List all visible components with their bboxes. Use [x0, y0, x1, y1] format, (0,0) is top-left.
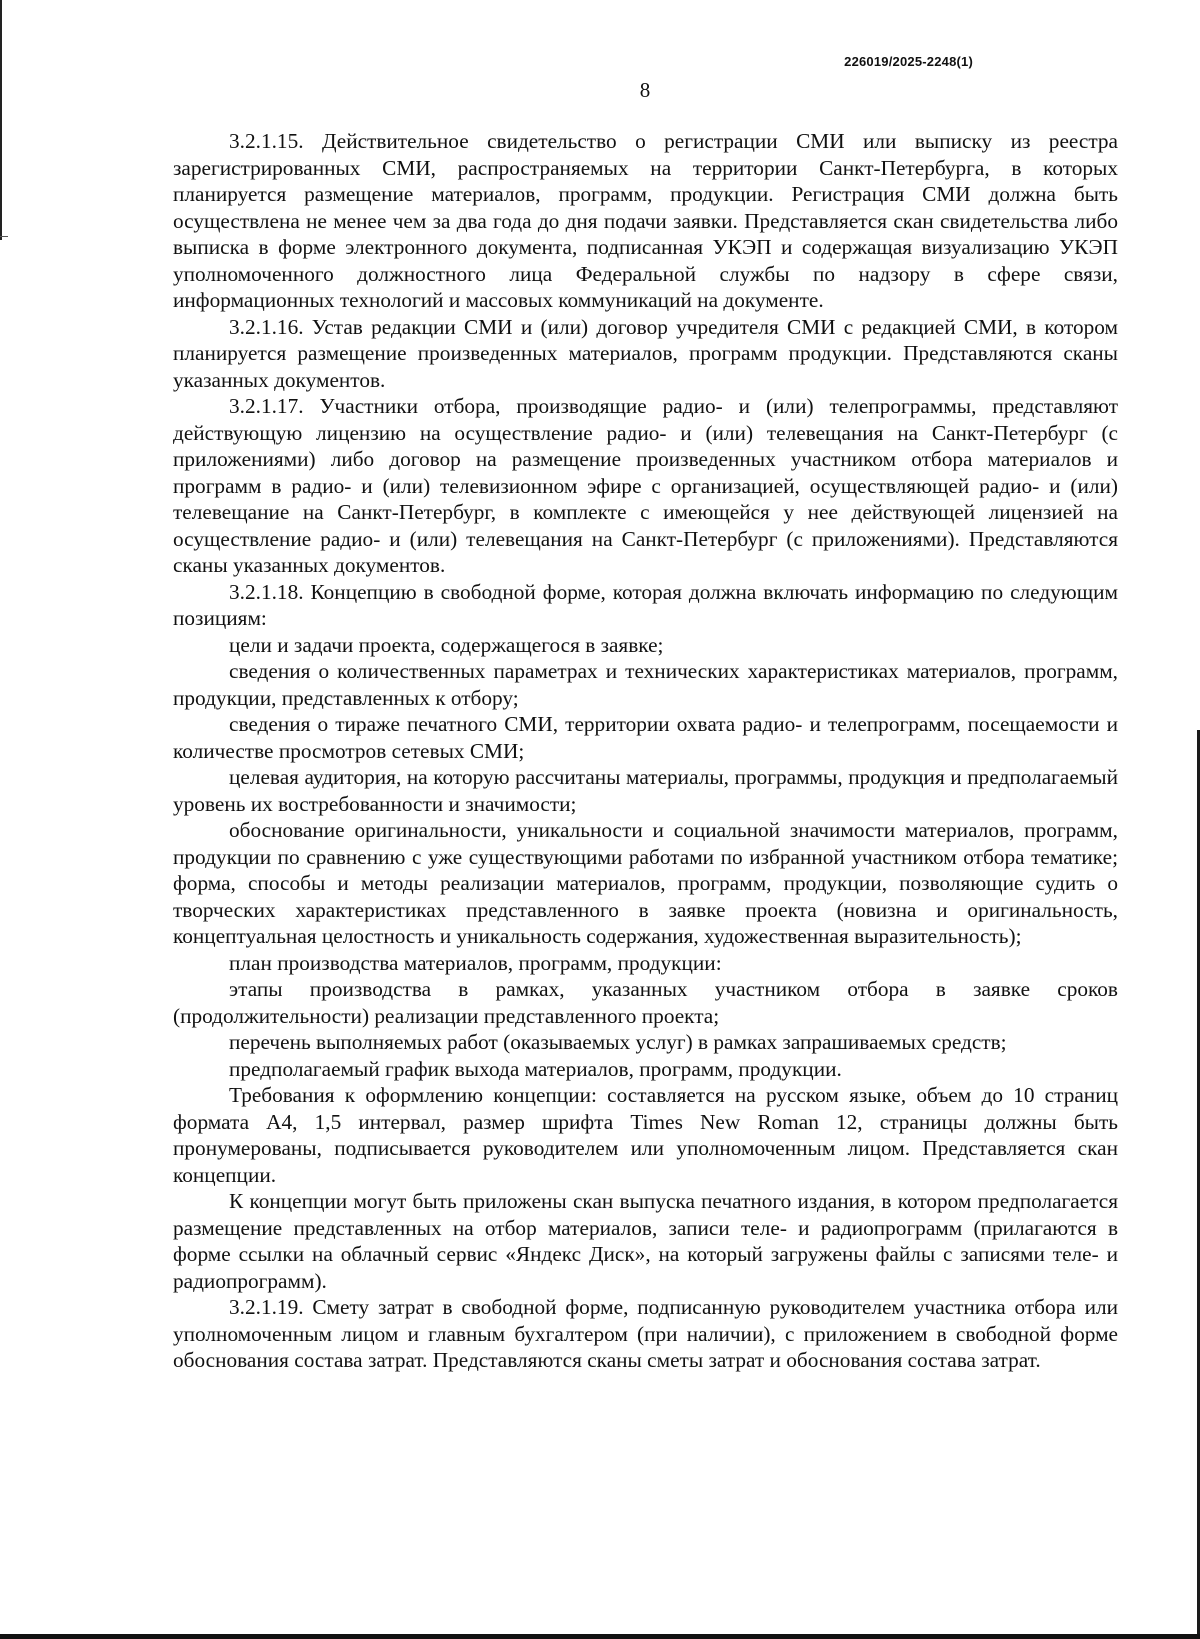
paragraph-3-2-1-19: 3.2.1.19. Смету затрат в свободной форме, подписанную руководителем участника отбора или уполномоченным лицом и главным бухгалтером (при наличии), с приложением в свободной форме обоснования состава затрат. Представляются сканы сметы затрат и обоснования состава затрат.	[173, 1295, 1118, 1372]
document-registration-number: 226019/2025-2248(1)	[844, 54, 973, 69]
concept-item-circulation: сведения о тираже печатного СМИ, территории охвата радио- и телепрограмм, посещаемости и количестве просмотров сетевых СМИ;	[173, 712, 1118, 763]
concept-item-stages: этапы производства в рамках, указанных участником отбора в заявке сроков (продолжительности) реализации представленного проекта;	[173, 977, 1118, 1028]
scan-border-bottom	[0, 1634, 1200, 1639]
paragraph-3-2-1-16: 3.2.1.16. Устав редакции СМИ и (или) договор учредителя СМИ с редакцией СМИ, в котором планируется размещение произведенных материалов, программ продукции. Представляются сканы указанных документов.	[173, 314, 1118, 392]
concept-formatting-requirements: Требования к оформлению концепции: составляется на русском языке, объем до 10 страниц формата А4, 1,5 интервал, размер шрифта Times New Roman 12, страницы должны быть пронумерованы, подписывается руководителем или уполномоченным лицом. Представляется скан концепции.	[173, 1083, 1118, 1187]
page-number: 8	[639, 78, 651, 102]
concept-item-production-plan: план производства материалов, программ, продукции:	[229, 950, 722, 975]
scan-mark	[0, 236, 8, 237]
paragraph-3-2-1-15: 3.2.1.15. Действительное свидетельство о регистрации СМИ или выписку из реестра зарегистрированных СМИ, распространяемых на территории Санкт-Петербурга, в которых планируется размещение материалов, программ, продукции. Регистрация СМИ должна быть осуществлена не менее чем за два года до дня подачи заявки. Представляется скан свидетельства либо выписка в форме электронного документа, подписанная УКЭП и содержащая визуализацию УКЭП уполномоченного должностного лица Федеральной службы по надзору в сфере связи, информационных технологий и массовых коммуникаций на документе.	[173, 129, 1118, 312]
concept-attachments: К концепции могут быть приложены скан выпуска печатного издания, в котором предполагается размещение представленных на отбор материалов, записи теле- и радиопрограмм (прилагаются в форме ссылки на облачный сервис «Яндекс Диск», на который загружены файлы с записями теле- и радиопрограмм).	[173, 1189, 1118, 1293]
concept-item-originality: обоснование оригинальности, уникальности и социальной значимости материалов, программ, продукции по сравнению с уже существующими работами по избранной участником отбора тематике; форма, способы и методы реализации материалов, программ, продукции, позволяющие судить о творческих характеристиках представленного в заявке проекта (новизна и оригинальность, концептуальная целостность и уникальность содержания, художественная выразительность);	[173, 818, 1118, 948]
document-body	[173, 128, 1118, 1374]
concept-item-schedule: предполагаемый график выхода материалов, программ, продукции.	[229, 1056, 842, 1081]
paragraph-3-2-1-18: 3.2.1.18. Концепцию в свободной форме, которая должна включать информацию по следующим позициям:	[173, 579, 1118, 630]
concept-item-audience: целевая аудитория, на которую рассчитаны материалы, программы, продукция и предполагаемый уровень их востребованности и значимости;	[173, 765, 1118, 816]
concept-item-goals: цели и задачи проекта, содержащегося в заявке;	[229, 632, 664, 657]
paragraph-3-2-1-17: 3.2.1.17. Участники отбора, производящие радио- и (или) телепрограммы, представляют действующую лицензию на осуществление радио- и (или) телевещания на Санкт-Петербург (с приложениями) либо договор на размещение произведенных участником отбора материалов и программ в радио- и (или) телевизионном эфире с организацией, осуществляющей радио- и (или) телевещание на Санкт-Петербург, в комплекте с имеющейся у нее действующей лицензией на осуществление радио- и (или) телевещания на Санкт-Петербург (с приложениями). Представляются сканы указанных документов.	[173, 394, 1118, 577]
concept-item-works-list: перечень выполняемых работ (оказываемых услуг) в рамках запрашиваемых средств;	[229, 1030, 1007, 1054]
scan-border-left	[0, 0, 2, 240]
concept-item-parameters: сведения о количественных параметрах и технических характеристиках материалов, программ, продукции, представленных к отбору;	[173, 659, 1118, 710]
